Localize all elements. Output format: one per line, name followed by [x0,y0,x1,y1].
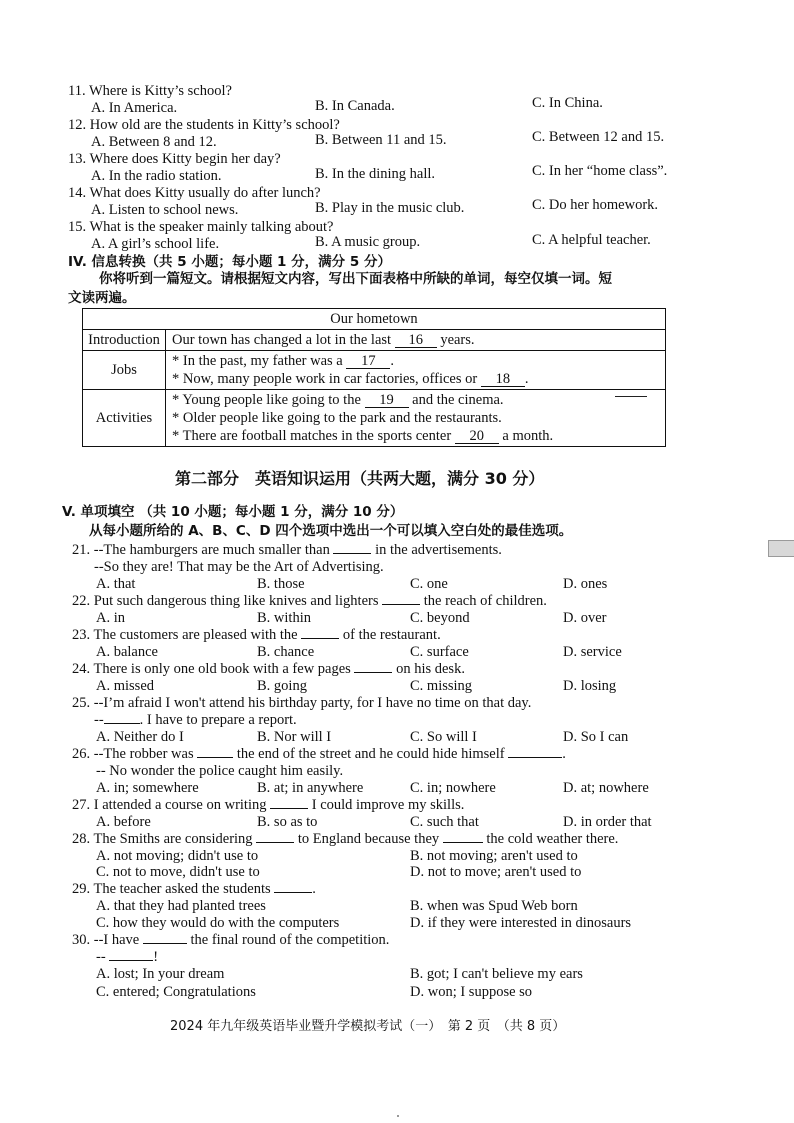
option-c: C. how they would do with the computers [96,915,340,931]
option-b: B. not moving; aren't used to [410,848,578,864]
option-d: D. losing [563,678,617,694]
option-c: C. In her “home class”. [532,163,668,179]
option-d: D. if they were interested in dinosaurs [410,915,632,931]
option-b: B. A music group. [315,234,421,250]
question-28: 28. The Smiths are considering to England because they the cold weather there. [72,831,619,847]
answer-blank-20[interactable]: 20 [455,429,499,444]
option-b: B. got; I can't believe my ears [410,966,583,982]
introduction-cell: Our town has changed a lot in the last 16 years. [166,330,666,351]
option-a: A. Between 8 and 12. [91,134,217,150]
option-a: A. In America. [91,100,178,116]
question-23: 23. The customers are pleased with the of the restaurant. [72,627,441,643]
option-c: C. entered; Congratulations [96,984,256,1000]
question-22: 22. Put such dangerous thing like knives and lighters the reach of children. [72,593,547,609]
option-a: A. in; somewhere [96,780,199,796]
answer-blank[interactable] [256,842,294,843]
question-25-reply: -- . I have to prepare a report. [94,712,297,728]
question-11: 11. Where is Kitty’s school? [68,83,232,99]
option-c: C. one [410,576,448,592]
answer-blank[interactable] [109,960,153,961]
option-b: B. when was Spud Web born [410,898,578,914]
option-a: A. not moving; didn't use to [96,848,259,864]
answer-blank[interactable] [354,672,392,673]
option-d: D. not to move; aren't used to [410,864,582,880]
option-c: C. So will I [410,729,477,745]
option-a: A. Neither do I [96,729,184,745]
option-a: A. before [96,814,151,830]
option-c: C. Do her homework. [532,197,659,213]
section-v-instruction: 从每小题所给的 A、B、C、D 四个选项中选出一个可以填入空白处的最佳选项。 [89,523,573,539]
question-30-reply: -- ! [96,949,159,965]
option-b: B. Play in the music club. [315,200,465,216]
row-label-introduction: Introduction [83,330,166,351]
option-b: B. In the dining hall. [315,166,436,182]
option-b: B. going [257,678,307,694]
answer-blank[interactable] [270,808,308,809]
question-13: 13. Where does Kitty begin her day? [68,151,281,167]
option-d: D. won; I suppose so [410,984,533,1000]
option-c: C. in; nowhere [410,780,496,796]
question-24: 24. There is only one old book with a few pages on his desk. [72,661,465,677]
option-a: A. that they had planted trees [96,898,266,914]
option-d: D. So I can [563,729,629,745]
option-a: A. A girl’s school life. [91,236,220,252]
question-15: 15. What is the speaker mainly talking about? [68,219,334,235]
stray-dash-mark [615,396,647,397]
option-c: C. surface [410,644,469,660]
jobs-cell: * In the past, my father was a 17 . * Now, many people work in car factories, offices or 18 . [166,351,666,390]
option-b: B. chance [257,644,315,660]
question-27: 27. I attended a course on writing I could improve my skills. [72,797,465,813]
activity-line-2: * Older people like going to the park and the restaurants. [172,410,502,426]
option-d: D. ones [563,576,608,592]
option-a: A. In the radio station. [91,168,222,184]
option-a: A. missed [96,678,154,694]
answer-blank[interactable] [508,757,562,758]
option-b: B. at; in anywhere [257,780,364,796]
question-12: 12. How old are the students in Kitty’s school? [68,117,340,133]
option-a: A. Listen to school news. [91,202,239,218]
scan-speck [397,1115,399,1117]
activities-cell: * Young people like going to the 19 and the cinema. * Older people like going to the park and the restaurants. * There are football matches in the sports center 20 a month. [166,390,666,447]
table-title: Our hometown [83,309,666,330]
option-c: C. such that [410,814,479,830]
answer-blank-17[interactable]: 17 [346,354,390,369]
option-b: B. so as to [257,814,318,830]
answer-blank[interactable] [104,723,140,724]
question-21: 21. --The hamburgers are much smaller than in the advertisements. [72,542,502,558]
page-footer: 2024 年九年级英语毕业暨升学模拟考试（一） 第 2 页 （共 8 页） [170,1019,566,1034]
option-c: C. not to move, didn't use to [96,864,260,880]
question-14: 14. What does Kitty usually do after lunch? [68,185,321,201]
answer-blank[interactable] [443,842,483,843]
option-d: D. over [563,610,607,626]
question-30: 30. --I have the final round of the competition. [72,932,390,948]
option-c: C. In China. [532,95,603,111]
option-b: B. within [257,610,311,626]
page-tab-mark [768,540,794,557]
question-29: 29. The teacher asked the students . [72,881,316,897]
question-26-reply: -- No wonder the police caught him easily. [96,763,344,779]
option-d: D. in order that [563,814,652,830]
answer-blank[interactable] [274,892,312,893]
answer-blank-19[interactable]: 19 [365,393,409,408]
option-d: D. service [563,644,622,660]
question-21-reply: --So they are! That may be the Art of Advertising. [94,559,384,575]
option-b: B. In Canada. [315,98,395,114]
row-label-jobs: Jobs [83,351,166,390]
section-iv-instruction-cont: 文读两遍。 [68,290,136,306]
hometown-table [82,308,666,447]
answer-blank-16[interactable]: 16 [395,333,437,348]
answer-blank[interactable] [143,943,187,944]
option-c: C. beyond [410,610,470,626]
option-c: C. A helpful teacher. [532,232,651,248]
option-a: A. in [96,610,125,626]
option-d: D. at; nowhere [563,780,649,796]
question-26: 26. --The robber was the end of the street and he could hide himself . [72,746,566,762]
answer-blank-18[interactable]: 18 [481,372,525,387]
row-label-activities: Activities [83,390,166,447]
option-a: A. lost; In your dream [96,966,225,982]
section-iv-instruction: 你将听到一篇短文。请根据短文内容，写出下面表格中所缺的单词，每空仅填一词。短 [99,271,612,287]
section-v-title: V. 单项填空 （共 10 小题；每小题 1 分，满分 10 分） [62,504,404,520]
answer-blank[interactable] [333,553,371,554]
option-b: B. those [257,576,305,592]
option-a: A. balance [96,644,158,660]
option-b: B. Between 11 and 15. [315,132,447,148]
option-c: C. Between 12 and 15. [532,129,665,145]
option-b: B. Nor will I [257,729,332,745]
question-25: 25. --I’m afraid I won't attend his birthday party, for I have no time on that day. [72,695,532,711]
section-iv-title: IV. 信息转换（共 5 小题；每小题 1 分，满分 5 分） [68,254,391,270]
answer-blank[interactable] [382,604,420,605]
answer-blank[interactable] [301,638,339,639]
answer-blank[interactable] [197,757,233,758]
option-a: A. that [96,576,136,592]
option-c: C. missing [410,678,473,694]
part-two-title: 第二部分 英语知识运用（共两大题，满分 30 分） [175,469,545,488]
